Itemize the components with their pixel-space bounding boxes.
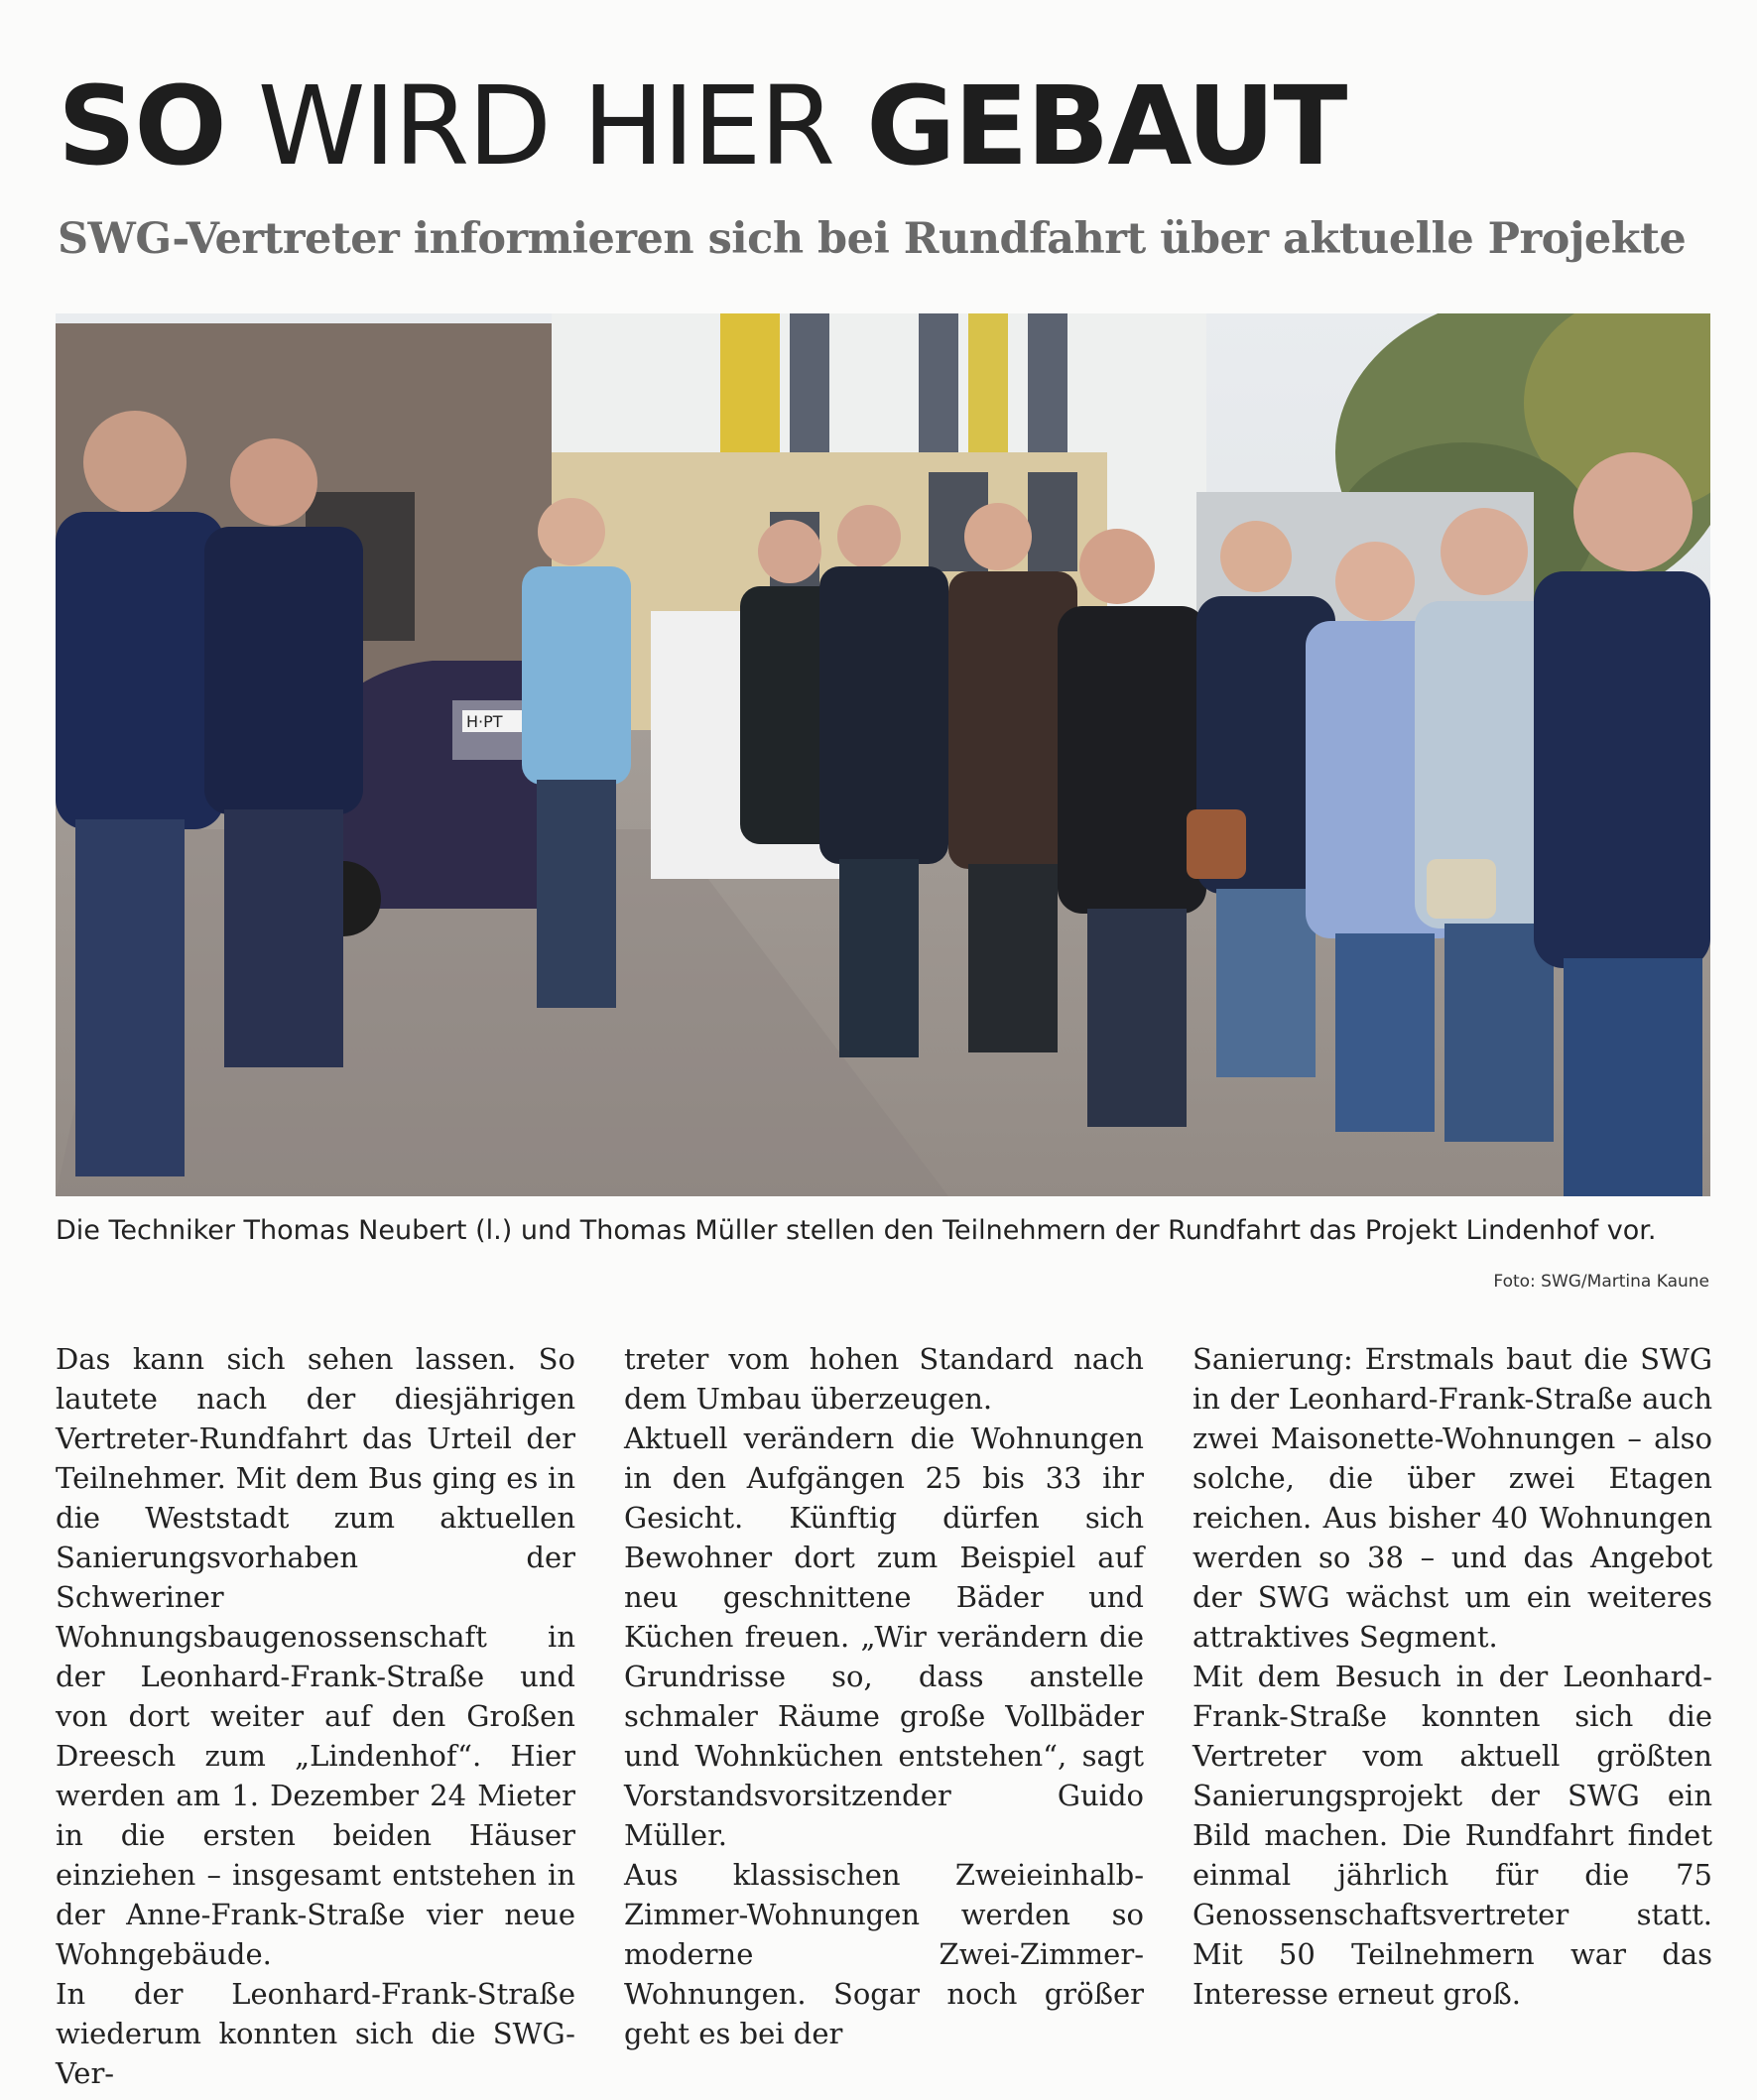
article-body: [56, 1339, 1712, 2093]
headline-part-wird-hier: WIRD HIER: [224, 62, 867, 189]
subheadline: SWG-Vertreter informieren sich bei Rundfahrt über aktuelle Projekte: [58, 214, 1687, 264]
col1-paragraph-2: In der Leonhard-Frank-Straße wiederum konnten sich die SWG-Ver-: [56, 1977, 575, 2090]
photo-credit: Foto: SWG/Martina Kaune: [1493, 1272, 1709, 1292]
article-column-2: [624, 1339, 1144, 2093]
col3-paragraph-1: Sanierung: Erstmals baut die SWG in der Leonhard-Frank-Straße auch zwei Maisonette-Wohnungen – also solche, die über zwei Etagen reichen. Aus bisher 40 Wohnungen werden so 38 – und das Angebot der SWG wächst um ein weiteres attraktives Segment.: [1192, 1342, 1712, 1654]
headline-part-so: SO: [58, 62, 225, 189]
article-column-3: [1192, 1339, 1712, 2093]
article-photo: [56, 313, 1710, 1196]
headline: [58, 62, 1346, 189]
headline-part-gebaut: GEBAUT: [866, 62, 1346, 189]
col1-paragraph-1: Das kann sich sehen lassen. So lautete nach der diesjährigen Vertreter-Rundfahrt das Urteil der Teilnehmer. Mit dem Bus ging es in die Weststadt zum aktuellen Sanierungsvorhaben der Schweriner Wohnungsbaugenossenschaft in der Leonhard-Frank-Straße und von dort weiter auf den Großen Dreesch zum „Lindenhof“. Hier werden am 1. Dezember 24 Mieter in die ersten beiden Häuser einziehen – insgesamt entstehen in der Anne-Frank-Straße vier neue Wohngebäude.: [56, 1342, 575, 1971]
col2-paragraph-1: treter vom hohen Standard nach dem Umbau überzeugen.: [624, 1342, 1144, 1416]
col3-paragraph-2: Mit dem Besuch in der Leonhard-Frank-Straße konnten sich die Vertreter vom aktuell größten Sanierungsprojekt der SWG ein Bild machen. Die Rundfahrt findet einmal jährlich für die 75 Genossenschaftsvertreter statt. Mit 50 Teilnehmern war das Interesse erneut groß.: [1192, 1660, 1712, 2011]
col2-paragraph-3: Aus klassischen Zweieinhalb-Zimmer-Wohnungen werden so moderne Zwei-Zimmer-Wohnungen. Sogar noch größer geht es bei der: [624, 1858, 1144, 2050]
col2-paragraph-2: Aktuell verändern die Wohnungen in den Aufgängen 25 bis 33 ihr Gesicht. Künftig dürfen sich Bewohner dort zum Beispiel auf neu geschnittene Bäder und Küchen freuen. „Wir verändern die Grundrisse so, dass anstelle schmaler Räume große Vollbäder und Wohnküchen entstehen“, sagt Vorstandsvorsitzender Guido Müller.: [624, 1421, 1144, 1852]
photo-caption: Die Techniker Thomas Neubert (l.) und Thomas Müller stellen den Teilnehmern der Rundfahrt das Projekt Lindenhof vor.: [56, 1215, 1657, 1246]
group-photo-illustration: [56, 313, 1710, 1196]
license-plate-text: H·PT: [466, 712, 503, 731]
article-column-1: [56, 1339, 575, 2093]
